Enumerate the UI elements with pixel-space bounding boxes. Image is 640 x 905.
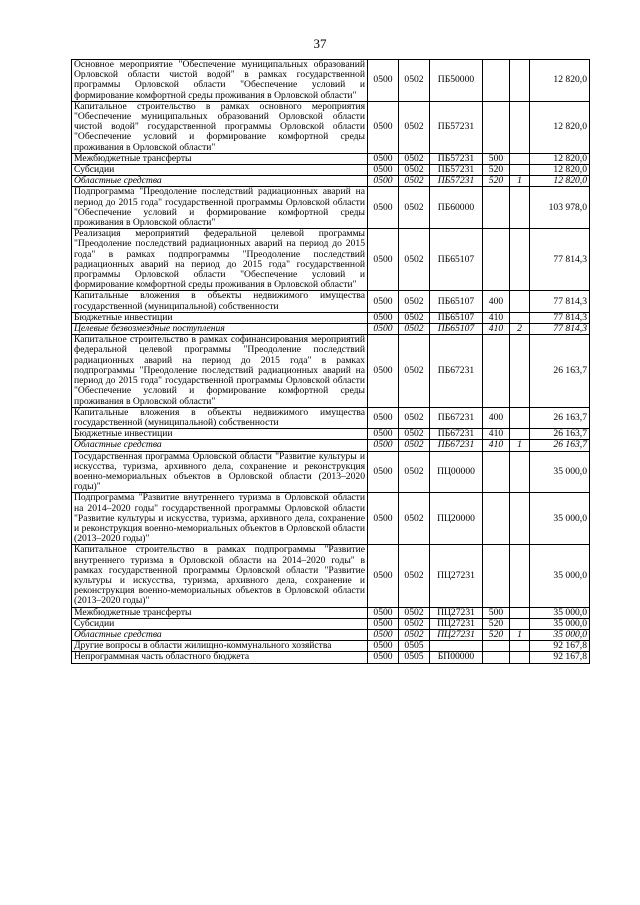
section-code: 0500 bbox=[368, 407, 399, 428]
funding-source-code bbox=[510, 153, 530, 164]
section-code: 0500 bbox=[368, 652, 399, 663]
funding-source-code bbox=[510, 187, 530, 229]
funding-source-code: 1 bbox=[510, 440, 530, 451]
table-row bbox=[72, 493, 590, 545]
amount: 77 814,3 bbox=[530, 324, 590, 335]
section-code: 0500 bbox=[368, 324, 399, 335]
section-code: 0500 bbox=[368, 607, 399, 618]
table-row bbox=[72, 187, 590, 229]
target-article-code: ПЦ27231 bbox=[430, 618, 483, 629]
target-article-code: ПБ65107 bbox=[430, 291, 483, 312]
table-row bbox=[72, 229, 590, 291]
amount: 26 163,7 bbox=[530, 407, 590, 428]
row-name: Бюджетные инвестиции bbox=[72, 312, 368, 323]
amount: 92 167,8 bbox=[530, 641, 590, 652]
row-name: Основное мероприятие "Обеспечение муниципальных образований Орловской области чистой водой" в рамках государственной программы Орловской области "Обеспечение условий и формирование комфортной среды проживания в Орловской области" bbox=[72, 60, 368, 102]
row-name: Подпрограмма "Развитие внутреннего туризма в Орловской области на 2014–2020 годы" государственной программы Орловской области "Развитие культуры и искусства, туризма, архивного дела, сохранение и реконструкция военно-мемориальных объектов в Орловской области (2013–2020 годы)" bbox=[72, 493, 368, 545]
amount: 12 820,0 bbox=[530, 60, 590, 102]
amount: 12 820,0 bbox=[530, 176, 590, 187]
target-article-code: ПБ65107 bbox=[430, 312, 483, 323]
section-code: 0500 bbox=[368, 229, 399, 291]
funding-source-code bbox=[510, 451, 530, 493]
funding-source-code bbox=[510, 618, 530, 629]
expense-type-code: 500 bbox=[483, 607, 510, 618]
amount: 12 820,0 bbox=[530, 101, 590, 153]
row-name: Целевые безвозмездные поступления bbox=[72, 324, 368, 335]
section-code: 0500 bbox=[368, 451, 399, 493]
table-row bbox=[72, 440, 590, 451]
amount: 92 167,8 bbox=[530, 652, 590, 663]
section-code: 0500 bbox=[368, 335, 399, 407]
row-name: Межбюджетные трансферты bbox=[72, 607, 368, 618]
row-name: Межбюджетные трансферты bbox=[72, 153, 368, 164]
subsection-code: 0502 bbox=[399, 165, 430, 176]
target-article-code: ПБ57231 bbox=[430, 153, 483, 164]
expense-type-code: 410 bbox=[483, 429, 510, 440]
target-article-code: БП00000 bbox=[430, 652, 483, 663]
row-name: Областные средства bbox=[72, 629, 368, 640]
expense-type-code bbox=[483, 60, 510, 102]
row-name: Субсидии bbox=[72, 618, 368, 629]
subsection-code: 0502 bbox=[399, 607, 430, 618]
target-article-code: ПБ60000 bbox=[430, 187, 483, 229]
expense-type-code: 410 bbox=[483, 312, 510, 323]
subsection-code: 0502 bbox=[399, 545, 430, 607]
target-article-code: ПБ67231 bbox=[430, 335, 483, 407]
section-code: 0500 bbox=[368, 153, 399, 164]
row-name: Непрограммная часть областного бюджета bbox=[72, 652, 368, 663]
amount: 12 820,0 bbox=[530, 153, 590, 164]
expense-type-code bbox=[483, 335, 510, 407]
amount: 35 000,0 bbox=[530, 607, 590, 618]
expense-type-code bbox=[483, 641, 510, 652]
section-code: 0500 bbox=[368, 165, 399, 176]
target-article-code: ПЦ20000 bbox=[430, 493, 483, 545]
amount: 77 814,3 bbox=[530, 229, 590, 291]
funding-source-code bbox=[510, 291, 530, 312]
funding-source-code bbox=[510, 641, 530, 652]
expense-type-code bbox=[483, 451, 510, 493]
subsection-code: 0502 bbox=[399, 291, 430, 312]
funding-source-code: 2 bbox=[510, 324, 530, 335]
funding-source-code bbox=[510, 407, 530, 428]
section-code: 0500 bbox=[368, 545, 399, 607]
subsection-code: 0502 bbox=[399, 229, 430, 291]
amount: 35 000,0 bbox=[530, 618, 590, 629]
section-code: 0500 bbox=[368, 618, 399, 629]
section-code: 0500 bbox=[368, 101, 399, 153]
subsection-code: 0502 bbox=[399, 324, 430, 335]
expense-type-code: 400 bbox=[483, 407, 510, 428]
amount: 26 163,7 bbox=[530, 335, 590, 407]
row-name: Областные средства bbox=[72, 176, 368, 187]
row-name: Государственная программа Орловской области "Развитие культуры и искусства, туризма, архивного дела, сохранение и реконструкция военно-мемориальных объектов в Орловской области (2013–2020 годы)" bbox=[72, 451, 368, 493]
table-row bbox=[72, 429, 590, 440]
row-name: Капитальное строительство в рамках софинансирования мероприятий федеральной целевой программы "Преодоление последствий радиационных аварий на период до 2015 года" в рамках подпрограммы "Преодоление последствий радиационных аварий на период до 2015 года" государственной программы Орловской области "Обеспечение условий и формирование комфортной среды проживания в Орловской области" bbox=[72, 335, 368, 407]
budget-table bbox=[71, 59, 590, 664]
funding-source-code bbox=[510, 607, 530, 618]
subsection-code: 0502 bbox=[399, 187, 430, 229]
section-code: 0500 bbox=[368, 429, 399, 440]
row-name: Бюджетные инвестиции bbox=[72, 429, 368, 440]
funding-source-code bbox=[510, 429, 530, 440]
table-row bbox=[72, 60, 590, 102]
expense-type-code bbox=[483, 545, 510, 607]
section-code: 0500 bbox=[368, 176, 399, 187]
row-name: Капитальное строительство в рамках основного мероприятия "Обеспечение муниципальных образований Орловской области чистой водой" государственной программы Орловской области "Обеспечение условий и формирование комфортной среды проживания в Орловской области" bbox=[72, 101, 368, 153]
target-article-code: ПБ57231 bbox=[430, 101, 483, 153]
amount: 103 978,0 bbox=[530, 187, 590, 229]
target-article-code: ПБ65107 bbox=[430, 324, 483, 335]
target-article-code: ПБ67231 bbox=[430, 440, 483, 451]
expense-type-code bbox=[483, 101, 510, 153]
section-code: 0500 bbox=[368, 291, 399, 312]
subsection-code: 0502 bbox=[399, 312, 430, 323]
row-name: Субсидии bbox=[72, 165, 368, 176]
amount: 77 814,3 bbox=[530, 312, 590, 323]
page-number: 37 bbox=[313, 36, 327, 51]
subsection-code: 0502 bbox=[399, 493, 430, 545]
row-name: Капитальные вложения в объекты недвижимого имущества государственной (муниципальной) собственности bbox=[72, 291, 368, 312]
section-code: 0500 bbox=[368, 312, 399, 323]
target-article-code: ПБ67231 bbox=[430, 407, 483, 428]
row-name: Реализация мероприятий федеральной целевой программы "Преодоление последствий радиационных аварий на период до 2015 года" в рамках подпрограммы "Преодоление последствий радиационных аварий на период до 2015 года" государственной программы Орловской области "Обеспечение условий и формирование комфортной среды проживания в Орловской области" bbox=[72, 229, 368, 291]
funding-source-code bbox=[510, 652, 530, 663]
table-row bbox=[72, 607, 590, 618]
target-article-code: ПЦ27231 bbox=[430, 607, 483, 618]
section-code: 0500 bbox=[368, 641, 399, 652]
row-name: Областные средства bbox=[72, 440, 368, 451]
amount: 12 820,0 bbox=[530, 165, 590, 176]
subsection-code: 0502 bbox=[399, 407, 430, 428]
expense-type-code: 410 bbox=[483, 440, 510, 451]
table-row bbox=[72, 324, 590, 335]
expense-type-code bbox=[483, 652, 510, 663]
section-code: 0500 bbox=[368, 440, 399, 451]
funding-source-code: 1 bbox=[510, 176, 530, 187]
table-row bbox=[72, 335, 590, 407]
funding-source-code bbox=[510, 101, 530, 153]
subsection-code: 0502 bbox=[399, 153, 430, 164]
section-code: 0500 bbox=[368, 60, 399, 102]
table-row bbox=[72, 312, 590, 323]
funding-source-code bbox=[510, 229, 530, 291]
funding-source-code bbox=[510, 335, 530, 407]
section-code: 0500 bbox=[368, 493, 399, 545]
funding-source-code bbox=[510, 60, 530, 102]
subsection-code: 0502 bbox=[399, 629, 430, 640]
target-article-code: ПЦ27231 bbox=[430, 545, 483, 607]
subsection-code: 0502 bbox=[399, 618, 430, 629]
expense-type-code: 520 bbox=[483, 618, 510, 629]
funding-source-code bbox=[510, 312, 530, 323]
amount: 35 000,0 bbox=[530, 629, 590, 640]
target-article-code: ПБ65107 bbox=[430, 229, 483, 291]
amount: 26 163,7 bbox=[530, 429, 590, 440]
subsection-code: 0502 bbox=[399, 451, 430, 493]
expense-type-code bbox=[483, 229, 510, 291]
expense-type-code: 500 bbox=[483, 153, 510, 164]
table-row bbox=[72, 101, 590, 153]
funding-source-code bbox=[510, 493, 530, 545]
target-article-code: ПЦ27231 bbox=[430, 629, 483, 640]
section-code: 0500 bbox=[368, 187, 399, 229]
amount: 35 000,0 bbox=[530, 493, 590, 545]
target-article-code: ПБ57231 bbox=[430, 176, 483, 187]
row-name: Капитальное строительство в рамках подпрограммы "Развитие внутреннего туризма в Орловской области на 2014–2020 годы" в рамках государственной программы Орловской области "Развитие культуры и искусства, туризма, архивного дела, сохранение и реконструкция военно-мемориальных объектов в Орловской области (2013–2020 годы)" bbox=[72, 545, 368, 607]
amount: 35 000,0 bbox=[530, 545, 590, 607]
funding-source-code: 1 bbox=[510, 629, 530, 640]
table-row bbox=[72, 165, 590, 176]
table-row bbox=[72, 618, 590, 629]
table-row bbox=[72, 451, 590, 493]
row-name: Другие вопросы в области жилищно-коммунального хозяйства bbox=[72, 641, 368, 652]
amount: 77 814,3 bbox=[530, 291, 590, 312]
funding-source-code bbox=[510, 545, 530, 607]
expense-type-code: 410 bbox=[483, 324, 510, 335]
table-row bbox=[72, 652, 590, 663]
expense-type-code: 520 bbox=[483, 629, 510, 640]
table-row bbox=[72, 176, 590, 187]
subsection-code: 0502 bbox=[399, 60, 430, 102]
table-row bbox=[72, 545, 590, 607]
target-article-code: ПЦ00000 bbox=[430, 451, 483, 493]
table-row bbox=[72, 291, 590, 312]
expense-type-code: 400 bbox=[483, 291, 510, 312]
table-row bbox=[72, 641, 590, 652]
table-row bbox=[72, 153, 590, 164]
amount: 35 000,0 bbox=[530, 451, 590, 493]
target-article-code bbox=[430, 641, 483, 652]
expense-type-code: 520 bbox=[483, 165, 510, 176]
expense-type-code: 520 bbox=[483, 176, 510, 187]
subsection-code: 0502 bbox=[399, 429, 430, 440]
subsection-code: 0505 bbox=[399, 641, 430, 652]
row-name: Подпрограмма "Преодоление последствий радиационных аварий на период до 2015 года" государственной программы Орловской области "Обеспечение условий и формирование комфортной среды проживания в Орловской области" bbox=[72, 187, 368, 229]
table-row bbox=[72, 629, 590, 640]
target-article-code: ПБ50000 bbox=[430, 60, 483, 102]
expense-type-code bbox=[483, 187, 510, 229]
subsection-code: 0502 bbox=[399, 176, 430, 187]
table-row bbox=[72, 407, 590, 428]
subsection-code: 0502 bbox=[399, 101, 430, 153]
funding-source-code bbox=[510, 165, 530, 176]
expense-type-code bbox=[483, 493, 510, 545]
subsection-code: 0502 bbox=[399, 440, 430, 451]
subsection-code: 0505 bbox=[399, 652, 430, 663]
target-article-code: ПБ57231 bbox=[430, 165, 483, 176]
row-name: Капитальные вложения в объекты недвижимого имущества государственной (муниципальной) собственности bbox=[72, 407, 368, 428]
section-code: 0500 bbox=[368, 629, 399, 640]
target-article-code: ПБ67231 bbox=[430, 429, 483, 440]
amount: 26 163,7 bbox=[530, 440, 590, 451]
subsection-code: 0502 bbox=[399, 335, 430, 407]
